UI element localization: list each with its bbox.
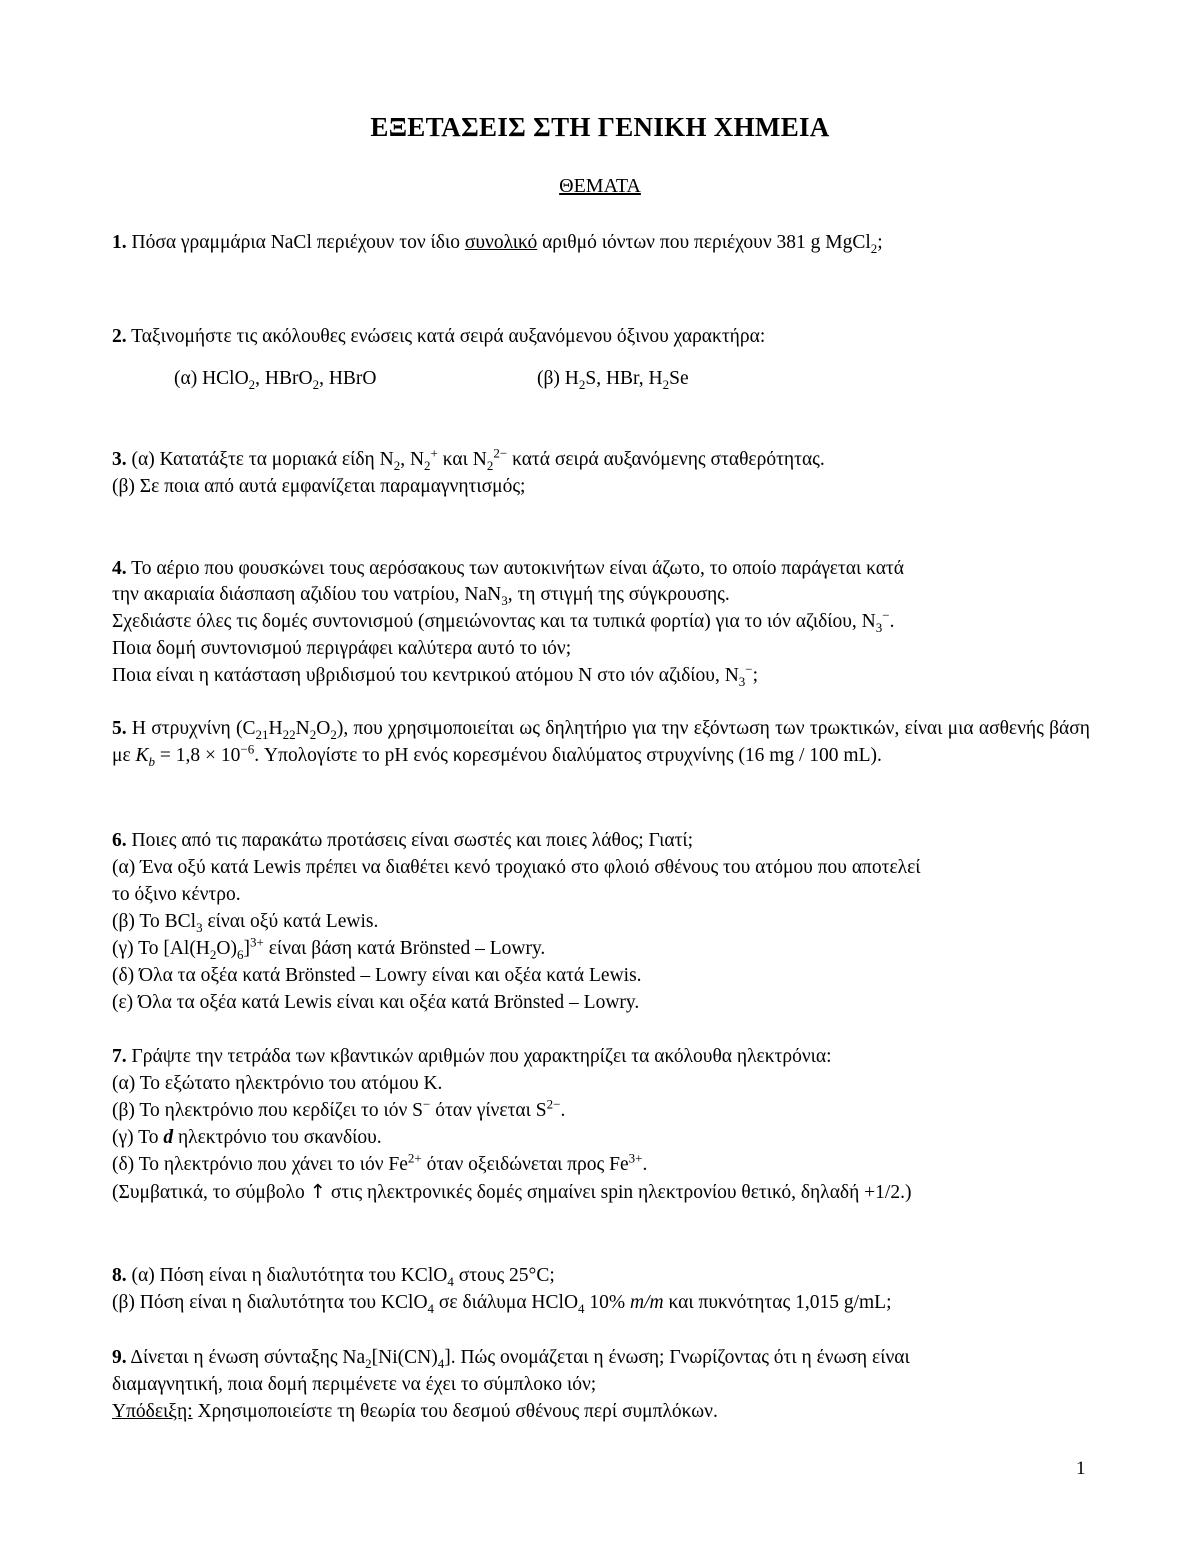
question-9-hint: Υπόδειξη: Χρησιμοποιείστε τη θεωρία του δεσμού σθένους περί συμπλόκων. xyxy=(112,1401,718,1422)
question-4-line-2: την ακαριαία διάσπαση αζιδίου του νατρίου, NaN$_3$, τη στιγμή της σύγκρουσης. xyxy=(112,584,730,608)
question-1: 1. Πόσα γραμμάρια NaCl περιέχουν τον ίδιο συνολικό αριθμό ιόντων που περιέχουν 381 g MgCl$_2$; xyxy=(112,232,883,256)
question-6-b: (β) Το BCl$_3$ είναι οξύ κατά Lewis. xyxy=(112,911,379,935)
q2-set-b: (β) $H_2S$, HBr, $H_2Se$ xyxy=(537,368,689,392)
page-subtitle: ΘΕΜΑΤΑ xyxy=(559,175,641,197)
question-8-b: (β) Πόση είναι η διαλυτότητα του KClO$_4$ σε διάλυμα HClO$_4$ 10% m/m και πυκνότητας 1,015 g/mL; xyxy=(112,1292,892,1316)
question-3: 3. (α) Κατατάξτε τα μοριακά είδη $N_2$, $N_2^+$ και $N_2^{2-}$ κατά σειρά αυξανόμενης σταθερότητας. xyxy=(112,445,825,473)
question-4-line-3: Σχεδιάστε όλες τις δομές συντονισμού (σημειώνοντας και τα τυπικά φορτία) για το ιόν αζιδίου, $N_3^-$. xyxy=(112,607,895,635)
hint-label: Υπόδειξη: xyxy=(112,1401,193,1422)
page-title: ΕΞΕΤΑΣΕΙΣ ΣΤΗ ΓΕΝΙΚΗ ΧΗΜΕΙΑ xyxy=(370,112,830,142)
question-6-a-line-2: το όξινο κέντρο. xyxy=(112,884,241,905)
question-6-e: (ε) Όλα τα οξέα κατά Lewis είναι και οξέα κατά Brönsted – Lowry. xyxy=(112,992,640,1013)
question-6-d: (δ) Όλα τα οξέα κατά Brönsted – Lowry είναι και οξέα κατά Lewis. xyxy=(112,965,642,986)
question-8: 8. (α) Πόση είναι η διαλυτότητα του KClO$_4$ στους 25°C; xyxy=(112,1265,555,1289)
question-4: 4. Το αέριο που φουσκώνει τους αερόσακους των αυτοκινήτων είναι άζωτο, το οποίο παράγεται κατά xyxy=(112,558,904,579)
question-4-line-5: Ποια είναι η κατάσταση υβριδισμού του κεντρικού ατόμου N στο ιόν αζιδίου, $N_3^-$; xyxy=(112,661,759,689)
question-5: 5. Η στρυχνίνη $(C_{21}H_{22}N_2O_2)$, που χρησιμοποιείται ως δηλητήριο για την εξόντωση των τρωκτικών, είναι μια ασθενής βάση με $K_b = 1,8 \times 10^{-6}$. Υπολογίστε το pH ενός κορεσμένου διαλύματος στρυχνίνης (16 mg / 100 mL). xyxy=(112,718,1090,769)
question-6: 6. Ποιες από τις παρακάτω προτάσεις είναι σωστές και ποιες λάθος; Γιατί; xyxy=(112,830,694,851)
question-2-compounds xyxy=(112,366,1090,393)
question-4-line-4: Ποια δομή συντονισμού περιγράφει καλύτερα αυτό το ιόν; xyxy=(112,638,572,659)
question-7-note: (Συμβατικά, το σύμβολο ↑ στις ηλεκτρονικές δομές σημαίνει spin ηλεκτρονίου θετικό, δηλαδή +1/2.) xyxy=(112,1180,912,1203)
question-2: 2. Ταξινομήστε τις ακόλουθες ενώσεις κατά σειρά αυξανόμενου όξινου χαρακτήρα: xyxy=(112,326,766,347)
question-7-b: (β) Το ηλεκτρόνιο που κερδίζει το ιόν S− όταν γίνεται $S^{2-}$. xyxy=(112,1096,566,1121)
q2-set-a: (α) HClO$_2$, HBrO$_2$, HBrO xyxy=(174,368,377,392)
question-7-a: (α) Το εξώτατο ηλεκτρόνιο του ατόμου K. xyxy=(112,1073,443,1094)
page-number: 1 xyxy=(1076,1458,1086,1479)
question-6-c: (γ) Το $[Al(H_2O)_6]^{3+}$ είναι βάση κατά Brönsted – Lowry. xyxy=(112,934,546,962)
question-3-b: (β) Σε ποια από αυτά εμφανίζεται παραμαγνητισμός; xyxy=(112,476,526,497)
question-7-d: (δ) Το ηλεκτρόνιο που χάνει το ιόν $Fe^{2+}$ όταν οξειδώνεται προς $Fe^{3+}$. xyxy=(112,1150,648,1175)
question-6-a-line-1: (α) Ένα οξύ κατά Lewis πρέπει να διαθέτει κενό τροχιακό στο φλοιό σθένους του ατόμου που αποτελεί xyxy=(112,857,921,878)
question-7: 7. Γράψτε την τετράδα των κβαντικών αριθμών που χαρακτηρίζει τα ακόλουθα ηλεκτρόνια: xyxy=(112,1046,832,1067)
question-9: 9. Δίνεται η ένωση σύνταξης $Na_2[Ni(CN)_4]$. Πώς ονομάζεται η ένωση; Γνωρίζοντας ότι η ένωση είναι xyxy=(112,1347,910,1371)
question-7-c: (γ) Το d ηλεκτρόνιο του σκανδίου. xyxy=(112,1127,382,1148)
spin-up-arrow-icon: ↑ xyxy=(309,1180,326,1203)
question-9-line-2: διαμαγνητική, ποια δομή περιμένετε να έχει το σύμπλοκο ιόν; xyxy=(112,1374,597,1395)
